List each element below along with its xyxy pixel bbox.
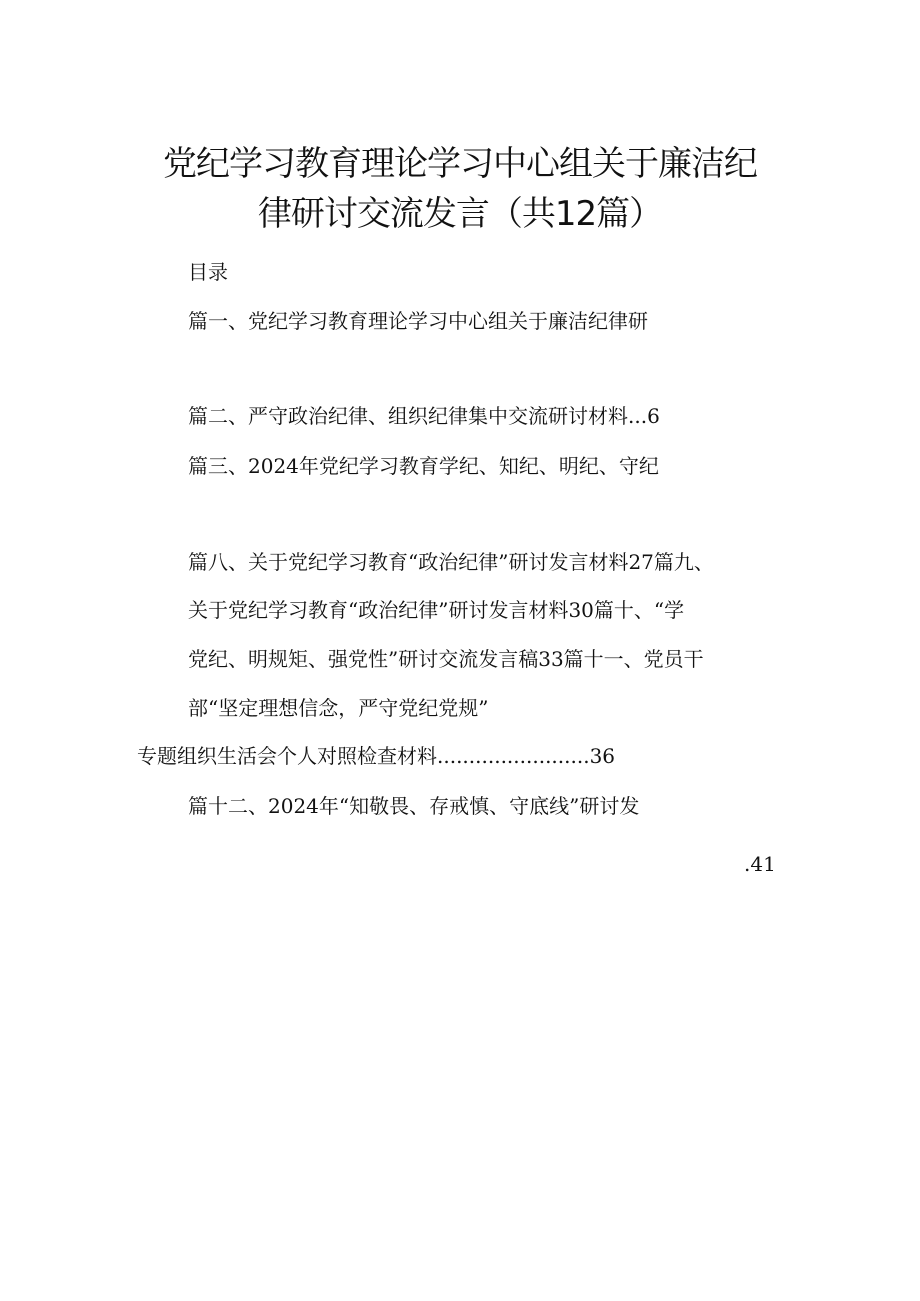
toc-entry: .41: [744, 852, 776, 876]
document-title-line-2: 律研讨交流发言（共12篇）: [257, 194, 663, 234]
toc-entry: 篇十二、2024年“知敬畏、存戒慎、守底线”研讨发: [188, 794, 640, 818]
toc-heading: 目录: [188, 260, 228, 284]
toc-entry: 篇二、严守政治纪律、组织纪律集中交流研讨材料...6: [188, 404, 660, 428]
toc-entry: 关于党纪学习教育“政治纪律”研讨发言材料30篇十、“学: [188, 598, 685, 622]
document-title-line-1: 党纪学习教育理论学习中心组关于廉洁纪: [163, 144, 757, 184]
toc-entry: 篇一、党纪学习教育理论学习中心组关于廉洁纪律研: [188, 309, 648, 333]
toc-entry: 专题组织生活会个人对照检查材料........................36: [137, 744, 616, 768]
toc-entry: 党纪、明规矩、强党性”研讨交流发言稿33篇十一、党员干: [188, 647, 704, 671]
toc-entry: 篇八、关于党纪学习教育“政治纪律”研讨发言材料27篇九、: [188, 550, 714, 574]
toc-entry: 篇三、2024年党纪学习教育学纪、知纪、明纪、守纪: [188, 454, 659, 478]
toc-entry: 部“坚定理想信念，严守党纪党规”: [188, 696, 489, 720]
